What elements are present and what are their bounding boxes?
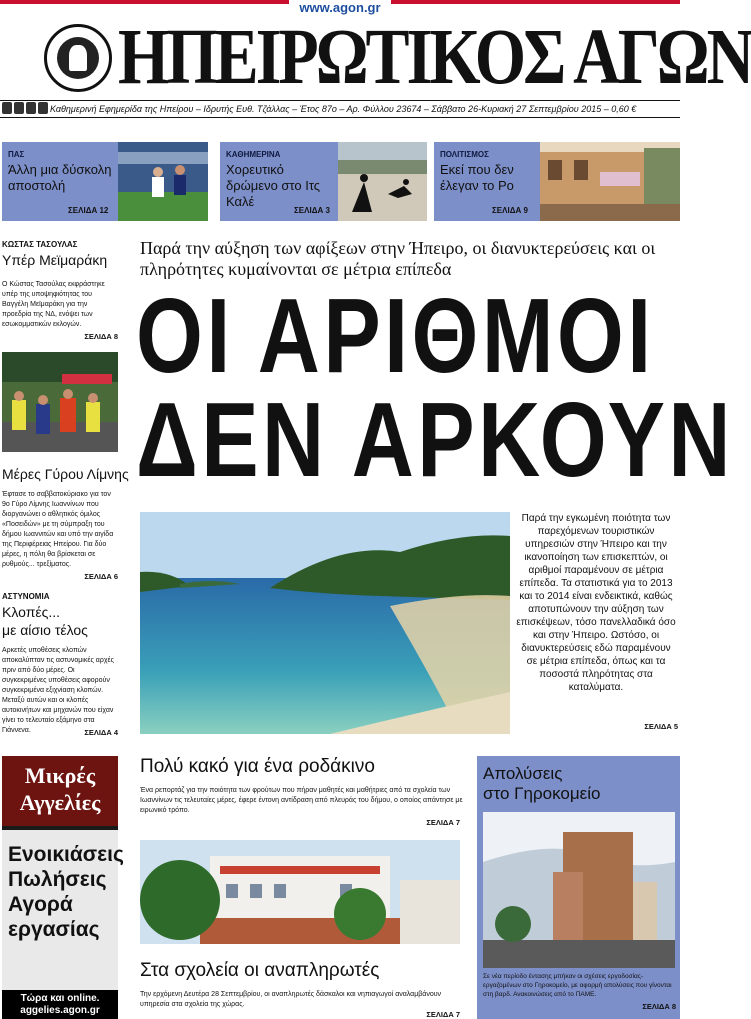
schools-title[interactable]: Στα σχολεία οι αναπληρωτές [140, 960, 380, 981]
small-ads[interactable] [2, 756, 124, 1019]
ads-footer[interactable]: Τώρα και online. aggelies.agon.gr [2, 990, 118, 1019]
info-line: Καθημερινή Εφημερίδα της Ηπείρου – Ιδρυτής Ευθ. Τζάλλας – Έτος 87ο – Αρ. Φύλλου 23674 – Σάββατο 26-Κυριακή 27 Σεπτεμβρίου 2015 – 0,60 € [0, 100, 680, 118]
teaser-title: Άλλη μια δύσκολη αποστολή [8, 162, 112, 193]
layoffs-title: Απολύσεις στο Γηροκομείο [483, 764, 601, 803]
main-headline[interactable] [136, 276, 734, 500]
teaser-category: ΠΟΛΙΤΙΣΜΟΣ [440, 150, 489, 159]
peach-page: ΣΕΛΙΔΑ 7 [426, 818, 460, 827]
masthead: ΗΠΕΙΡΩΤΙΚΟΣ ΑΓΩΝ [118, 13, 751, 101]
side3-page: ΣΕΛΙΔΑ 4 [84, 728, 118, 737]
side3-category: ΑΣΤΥΝΟΜΙΑ [2, 592, 50, 601]
teaser-category: ΚΑΘΗΜΕΡΙΝΑ [226, 150, 281, 159]
teaser-dance[interactable] [220, 142, 427, 221]
schools-text: Την ερχόμενη Δευτέρα 28 Σεπτεμβρίου, οι αναπληρωτές δάσκαλοι και νηπιαγωγοί αναλαμβάνουν υπηρεσία στα σχολεία της χώρας. [140, 991, 442, 1008]
nursing-home-photo [483, 812, 675, 968]
layoffs-page: ΣΕΛΙΔΑ 8 [642, 1002, 676, 1011]
side1-page: ΣΕΛΙΔΑ 8 [84, 332, 118, 341]
main-subheadline: Παρά την αύξηση των αφίξεων στην Ήπειρο, οι διανυκτερεύσεις και οι πληρότητες κυμαίνονται σε μέτρια επίπεδα [140, 238, 656, 279]
headline-line-2: ΔΕΝ ΑΡΚΟΥΝ [136, 380, 734, 500]
side3-title-2[interactable]: με αίσιο τέλος [2, 622, 88, 638]
street-photo [540, 142, 680, 221]
teaser-pas[interactable] [2, 142, 208, 221]
site-url[interactable]: www.agon.gr [0, 0, 680, 15]
runners-photo [2, 352, 118, 452]
side3-title-1[interactable]: Κλοπές... [2, 604, 61, 620]
teaser-title: Χορευτικό δρώμενο στο Ιτς Καλέ [226, 162, 321, 209]
side2-title[interactable]: Μέρες Γύρου Λίμνης [2, 466, 129, 482]
teaser-title: Εκεί που δεν έλεγαν το Ρο [440, 162, 514, 193]
teaser-page: ΣΕΛΙΔΑ 12 [68, 206, 109, 215]
main-body: Παρά την εγκωμένη ποιότητα των παρεχόμενων τουριστικών υπηρεσιών στην Ήπειρο και την ικανοποίηση των επισκεπτών, οι αριθμοί παραμένουν σε μέτρια επίπεδα. Τα στατιστικά για το 2013 και το 2014 είναι ενδεικτικά, καθώς αποτυπώνουν την αύξηση των επισκέψεων, τόσο πανελλαδικά όσο και στην Ήπειρο. Ωστόσο, οι διανυκτερεύσεις εδώ παραμένουν σε μέτρια επίπεδα, όπως και τα ποσοστά πληρότητας στα καταλύματα. [516, 513, 676, 693]
football-photo [118, 142, 208, 221]
ads-item: Αγορά [8, 893, 73, 916]
side2-text: Έφτασε το σαββατοκύριακο για τον 9ο Γύρο Λίμνης Ιωαννίνων που διοργανώνει ο αθλητικός όμιλος «Ποσειδών» με τη σύμπραξη του δήμου Ιωαννιτών και υπό την αιγίδα της Περιφέρειας Ηπείρου. Για δύο μέρες, η πόλη θα βρίσκεται σε ρυθμούς... τρεξίματος. [2, 491, 114, 568]
layoffs-text: Σε νέα περίοδο έντασης μπήκαν οι σχέσεις εργοδοσίας-εργαζομένων στο Γηροκομείο, με αφορμή απολύσεις που γίνονται στη βαρδ. Ανακοινώσεις από το ΠΑΜΕ. [483, 973, 672, 998]
dance-photo [338, 142, 427, 221]
side3-text: Αρκετές υποθέσεις κλοπών αποκαλύπταν τις αστυνομικές αρχές πριν από δύο μέρες. Οι συγκεκριμένες υποθέσεις αφορούν συγκεκριμένα εξιχνίαση κλοπών. Μεταξύ αυτών και οι κλοπές αυτοκινήτων και μηχανών που είχαν γίνει το τελευταίο εξάμηνο στα Γιάννενα. [2, 647, 114, 734]
newspaper-logo-icon [44, 24, 112, 92]
main-page: ΣΕΛΙΔΑ 5 [644, 722, 678, 731]
schools-page: ΣΕΛΙΔΑ 7 [426, 1010, 460, 1019]
beach-photo [140, 512, 510, 734]
side2-page: ΣΕΛΙΔΑ 6 [84, 572, 118, 581]
teaser-page: ΣΕΛΙΔΑ 9 [492, 206, 528, 215]
layoffs-box[interactable] [477, 756, 680, 1019]
side1-category: ΚΩΣΤΑΣ ΤΑΣΟΥΛΑΣ [2, 240, 78, 249]
side1-title[interactable]: Υπέρ Μεϊμαράκη [2, 252, 108, 268]
ads-item: εργασίας [8, 918, 100, 941]
side1-text: Ο Κώστας Τασούλας εκφράστηκε υπέρ της υποψηφιότητας του Βαγγέλη Μεϊμαράκη για την προεδρία της ΝΔ, ενόψει των εσωκομματικών εκλογών. [2, 281, 105, 328]
ads-title: Μικρές Αγγελίες [2, 756, 118, 826]
ads-item: Πωλήσεις [8, 868, 107, 891]
teaser-culture[interactable] [434, 142, 680, 221]
peach-title[interactable]: Πολύ κακό για ένα ροδάκινο [140, 756, 375, 777]
teaser-category: ΠΑΣ [8, 150, 25, 159]
teaser-page: ΣΕΛΙΔΑ 3 [294, 206, 330, 215]
headline-line-1: ΟΙ ΑΡΙΘΜΟΙ [136, 276, 655, 396]
ads-list [2, 830, 124, 990]
peach-text: Ένα ρεπορτάζ για την ποιότητα των φρούτων που πήραν μαθητές και μαθήτριες από τα σχολεία των Ιωαννίνων τις τελευταίες μέρες, έφερε έντονη αντίδραση από πλευράς του δήμου, ο οποίος απάντησε με ειρωνικό τρόπο. [140, 787, 463, 814]
school-photo [140, 840, 460, 944]
ads-item: Ενοικιάσεις [8, 843, 124, 866]
